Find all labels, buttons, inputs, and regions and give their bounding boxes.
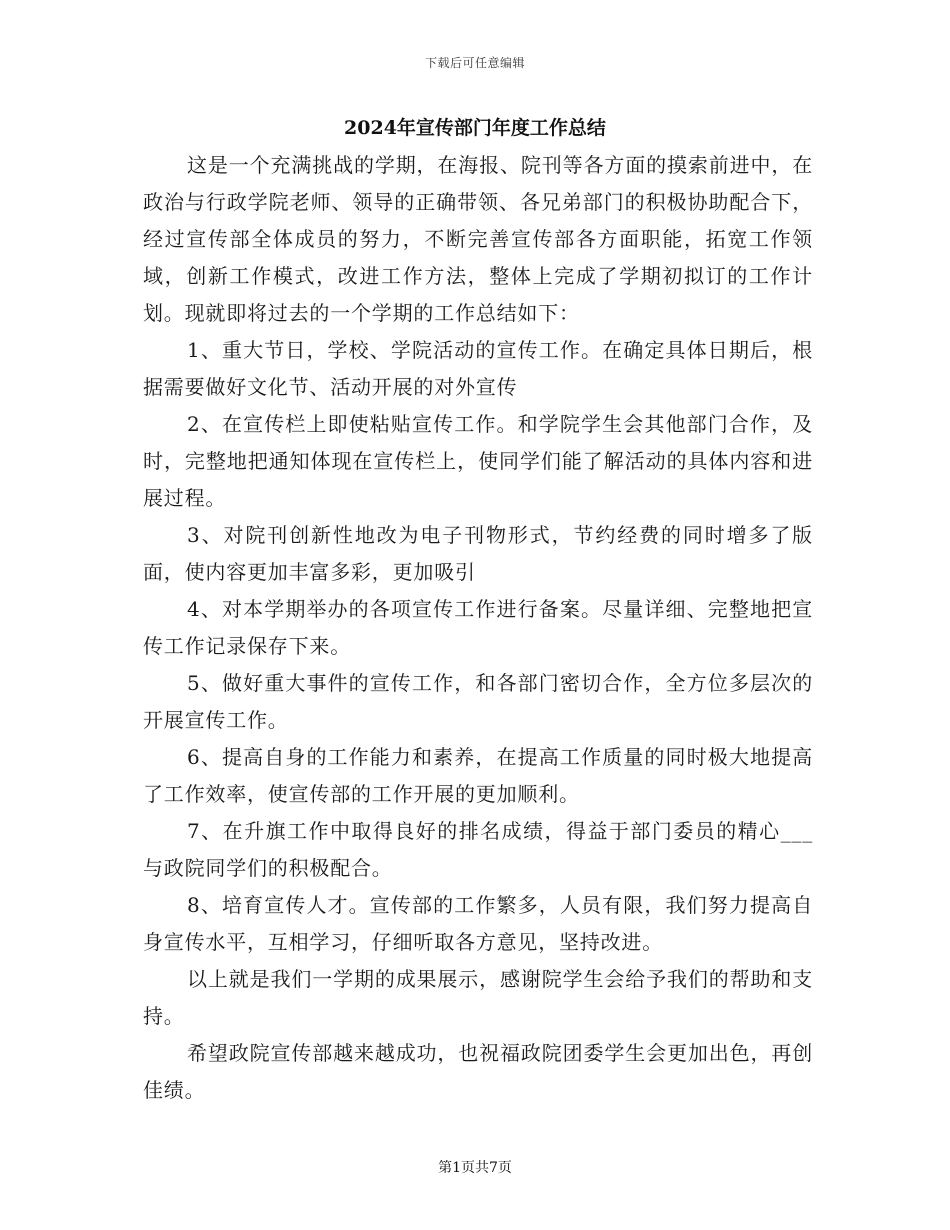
document-title: 2024年宣传部门年度工作总结	[344, 117, 606, 139]
paragraph-item-8: 8、培育宣传人才。宣传部的工作繁多，人员有限，我们努力提高自身宣传水平，互相学习，仔细听取各方意见，坚持改进。	[143, 893, 813, 954]
paragraph-item-1: 1、重大节日，学校、学院活动的宣传工作。在确定具体日期后，根据需要做好文化节、活动开展的对外宣传	[143, 338, 813, 399]
page-number: 第1页共7页	[438, 1160, 512, 1176]
paragraph-item-6: 6、提高自身的工作能力和素养，在提高工作质量的同时极大地提高了工作效率，使宣传部的工作开展的更加顺利。	[143, 745, 813, 806]
paragraph-closing: 希望政院宣传部越来越成功，也祝福政院团委学生会更加出色，再创佳绩。	[143, 1041, 813, 1102]
paragraph-item-4: 4、对本学期举办的各项宣传工作进行备案。尽量详细、完整地把宣传工作记录保存下来。	[143, 597, 813, 658]
paragraph-item-2: 2、在宣传栏上即使粘贴宣传工作。和学院学生会其他部门合作，及时，完整地把通知体现在宣传栏上，使同学们能了解活动的具体内容和进展过程。	[143, 412, 813, 510]
paragraph-thanks: 以上就是我们一学期的成果展示，感谢院学生会给予我们的帮助和支持。	[143, 967, 813, 1028]
paragraph-item-3: 3、对院刊创新性地改为电子刊物形式，节约经费的同时增多了版面，使内容更加丰富多彩，更加吸引	[143, 523, 813, 584]
paragraph-intro: 这是一个充满挑战的学期，在海报、院刊等各方面的摸索前进中，在政治与行政学院老师、领导的正确带领、各兄弟部门的积极协助配合下，经过宣传部全体成员的努力，不断完善宣传部各方面职能，拓宽工作领域，创新工作模式，改进工作方法，整体上完成了学期初拟订的工作计划。现就即将过去的一个学期的工作总结如下：	[143, 153, 813, 325]
document-body	[143, 147, 813, 1109]
paragraph-item-5: 5、做好重大事件的宣传工作，和各部门密切合作，全方位多层次的开展宣传工作。	[143, 671, 813, 732]
paragraph-item-7: 7、在升旗工作中取得良好的排名成绩，得益于部门委员的精心___与政院同学们的积极配合。	[143, 819, 813, 880]
header-note: 下载后可任意编辑	[424, 56, 525, 70]
